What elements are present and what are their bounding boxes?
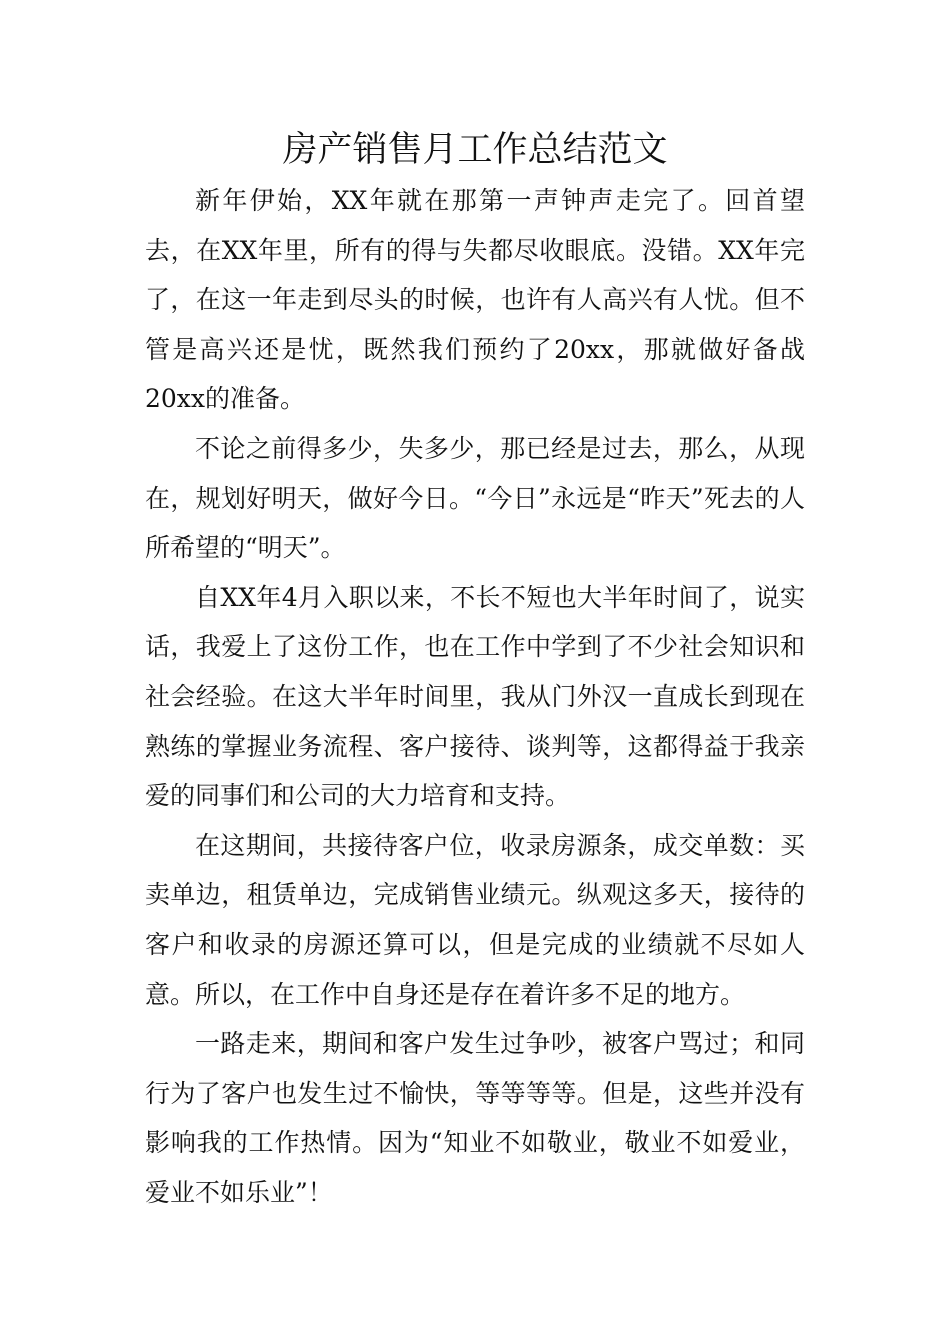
paragraph-5: 一路走来，期间和客户发生过争吵，被客户骂过；和同行为了客户也发生过不愉快，等等等等。但是，这些并没有影响我的工作热情。因为“知业不如敬业，敬业不如爱业，爱业不如乐业”！ xyxy=(145,1029,805,1207)
document-body xyxy=(145,176,805,1217)
paragraph-2: 不论之前得多少，失多少，那已经是过去，那么，从现在，规划好明天，做好今日。“今日”永远是“昨天”死去的人所希望的“明天”。 xyxy=(145,433,805,563)
document-title: 房产销售月工作总结范文 xyxy=(282,130,668,170)
paragraph-3: 自XX年4月入职以来，不长不短也大半年时间了，说实话，我爱上了这份工作，也在工作中学到了不少社会知识和社会经验。在这大半年时间里，我从门外汉一直成长到现在熟练的掌握业务流程、客户接待、谈判等，这都得益于我亲爱的同事们和公司的大力培育和支持。 xyxy=(145,582,805,811)
paragraph-4: 在这期间，共接待客户位，收录房源条，成交单数：买卖单边，租赁单边，完成销售业绩元。纵观这多天，接待的客户和收录的房源还算可以，但是完成的业绩就不尽如人意。所以，在工作中自身还是存在着许多不足的地方。 xyxy=(145,830,805,1009)
paragraph-1: 新年伊始，XX年就在那第一声钟声走完了。回首望去，在XX年里，所有的得与失都尽收眼底。没错。XX年完了，在这一年走到尽头的时候，也许有人高兴有人忧。但不管是高兴还是忧，既然我们预约了20xx，那就做好备战20xx的准备。 xyxy=(145,186,805,414)
